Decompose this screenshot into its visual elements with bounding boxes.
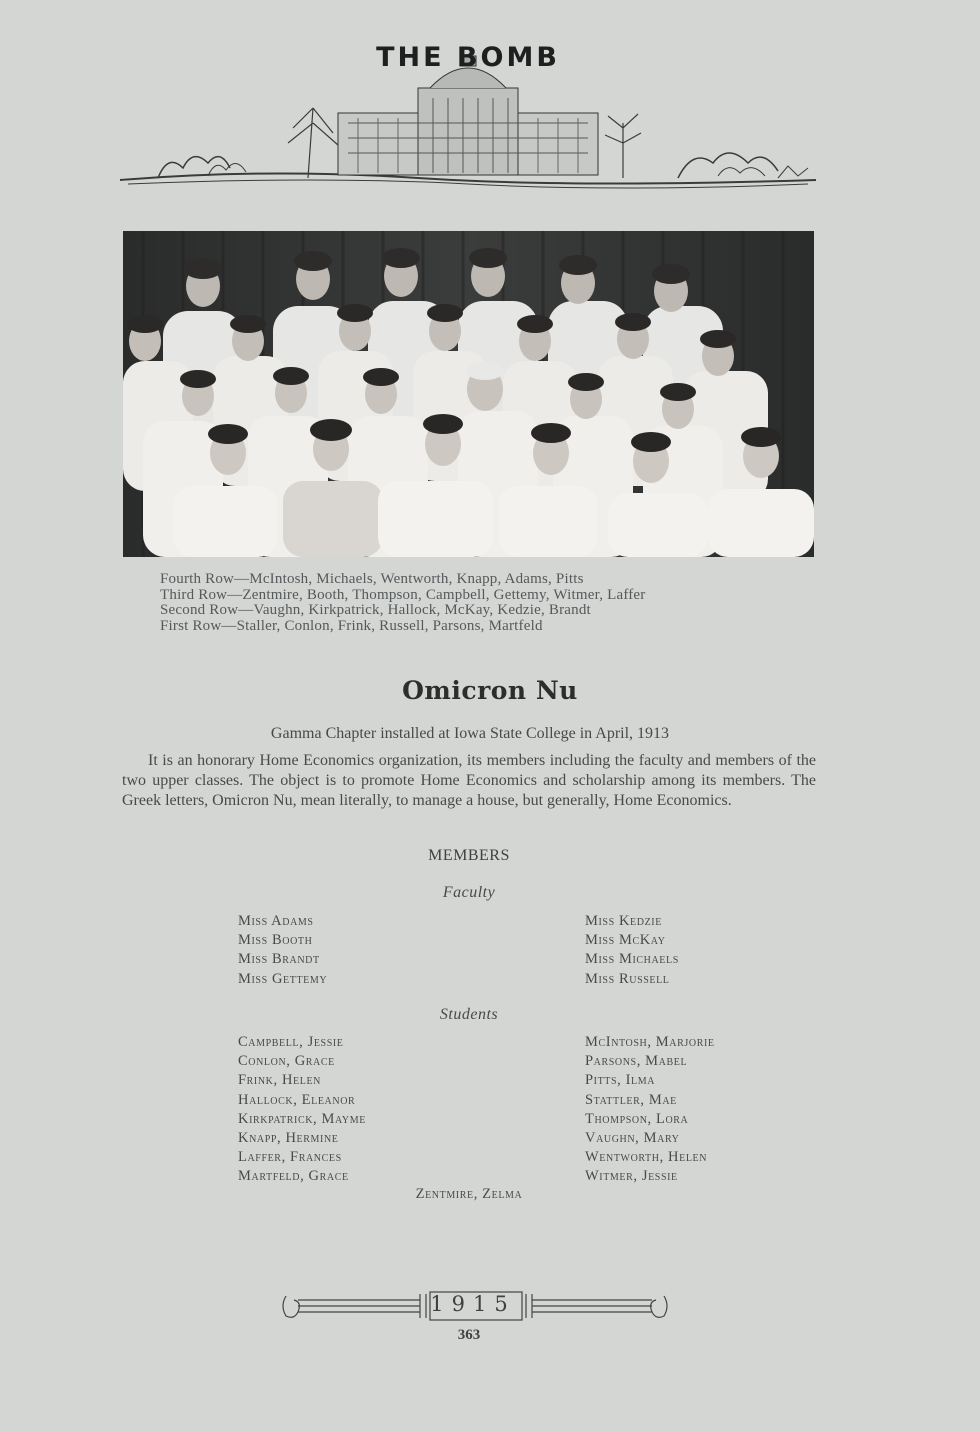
student-member: Frink, Helen	[238, 1072, 321, 1089]
faculty-list-left	[238, 912, 327, 989]
student-member-last: Zentmire, Zelma	[415, 1186, 523, 1202]
faculty-heading: Faculty	[442, 884, 496, 901]
faculty-member: Miss Russell	[585, 970, 670, 987]
faculty-list-right	[585, 912, 679, 989]
student-member: McIntosh, Marjorie	[585, 1034, 715, 1050]
group-photo-illustration	[123, 231, 814, 557]
faculty-member: Miss Michaels	[585, 951, 679, 968]
faculty-member: Miss Kedzie	[585, 913, 662, 929]
student-member: Knapp, Hermine	[238, 1130, 339, 1147]
students-heading: Students	[439, 1006, 499, 1023]
faculty-member: Miss Gettemy	[238, 970, 328, 987]
student-member: Parsons, Mabel	[585, 1053, 688, 1070]
year-label: 1915	[430, 1292, 516, 1316]
caption-fourth-row: Fourth Row—McIntosh, Michaels, Wentworth, Knapp, Adams, Pitts	[160, 571, 584, 587]
student-member: Thompson, Lora	[585, 1110, 689, 1127]
student-member: Vaughn, Mary	[585, 1130, 680, 1147]
members-heading: MEMBERS	[428, 847, 510, 864]
page-number: 363	[457, 1327, 481, 1343]
chapter-line: Gamma Chapter installed at Iowa State College in April, 1913	[270, 725, 670, 742]
student-member: Kirkpatrick, Mayme	[238, 1110, 366, 1127]
faculty-member: Miss Brandt	[238, 951, 320, 968]
description-paragraph	[122, 751, 816, 811]
caption-third-row: Third Row—Zentmire, Booth, Thompson, Campbell, Gettemy, Witmer, Laffer	[160, 586, 646, 603]
masthead	[118, 28, 818, 193]
students-list-right	[585, 1033, 715, 1187]
photo-caption	[160, 572, 840, 634]
masthead-title: THE BOMB	[376, 42, 560, 73]
caption-second-row: Second Row—Vaughn, Kirkpatrick, Hallock, McKay, Kedzie, Brandt	[160, 602, 591, 618]
students-list-left	[238, 1033, 366, 1187]
description-text: It is an honorary Home Economics organization, its members including the faculty and members of the two upper classes. The object is to promote Home Economics and scholarship among its members. The Greek letters, Omicron Nu, mean literally, to manage a house, but generally, Home Economics.	[122, 752, 816, 809]
group-photo	[123, 231, 814, 557]
faculty-member: Miss Adams	[238, 913, 314, 929]
student-member: Stattler, Mae	[585, 1091, 677, 1108]
student-member: Wentworth, Helen	[585, 1149, 708, 1166]
caption-first-row: First Row—Staller, Conlon, Frink, Russell, Parsons, Martfeld	[160, 617, 543, 634]
student-member: Hallock, Eleanor	[238, 1091, 356, 1108]
student-member: Witmer, Jessie	[585, 1168, 678, 1185]
student-member: Martfeld, Grace	[238, 1168, 349, 1185]
student-member: Campbell, Jessie	[238, 1034, 344, 1050]
student-member: Pitts, Ilma	[585, 1072, 656, 1089]
organization-title: Omicron Nu	[402, 676, 578, 705]
faculty-member: Miss McKay	[585, 932, 666, 949]
student-member: Laffer, Frances	[238, 1149, 342, 1166]
student-member: Conlon, Grace	[238, 1053, 335, 1070]
faculty-member: Miss Booth	[238, 932, 313, 949]
